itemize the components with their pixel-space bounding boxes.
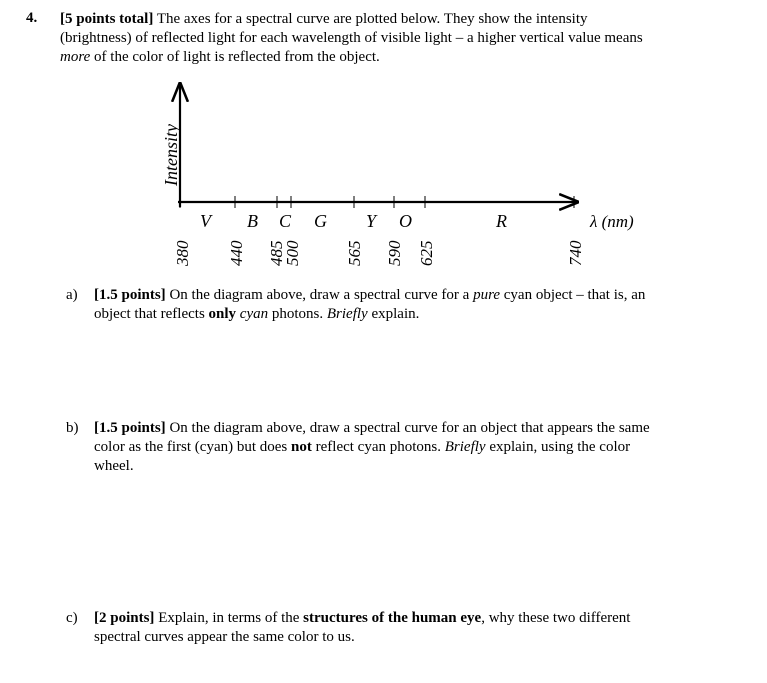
part-a-label: a) bbox=[66, 287, 78, 303]
part-a-text: cyan object – that is, an bbox=[500, 287, 646, 303]
part-c-text: Explain, in terms of the bbox=[154, 610, 304, 626]
band-label-violet: V bbox=[200, 211, 211, 231]
part-c-text: spectral curves appear the same color to us. bbox=[94, 629, 355, 645]
tick-label-440: 440 bbox=[227, 240, 246, 266]
part-a-text: On the diagram above, draw a spectral curve for a bbox=[165, 287, 474, 303]
part-b-text: On the diagram above, draw a spectral curve for an object that appears the same bbox=[165, 420, 650, 436]
part-b-bold: not bbox=[291, 439, 312, 455]
intro-emphasis-more: more bbox=[60, 49, 91, 65]
intro-text-1: The axes for a spectral curve are plotted below. They show the intensity bbox=[153, 11, 588, 27]
part-c-label: c) bbox=[66, 610, 78, 626]
part-b-text: wheel. bbox=[94, 458, 134, 474]
question-number: 4. bbox=[26, 10, 38, 26]
part-a-text: explain. bbox=[367, 306, 420, 322]
part-c-points: [2 points] bbox=[94, 610, 155, 626]
part-a-emphasis: cyan bbox=[239, 306, 269, 322]
part-a bbox=[66, 286, 726, 324]
band-label-green: G bbox=[314, 211, 327, 231]
part-a-text: object that reflects bbox=[94, 306, 209, 322]
part-a-text: photons. bbox=[268, 306, 327, 322]
band-label-yellow: Y bbox=[366, 211, 377, 231]
tick-label-625: 625 bbox=[417, 240, 436, 266]
tick-label-590: 590 bbox=[385, 240, 404, 266]
part-c bbox=[66, 609, 726, 647]
color-band-labels bbox=[200, 211, 507, 231]
part-b bbox=[66, 419, 726, 476]
part-a-emphasis: Briefly bbox=[326, 306, 368, 322]
part-b-points: [1.5 points] bbox=[94, 420, 166, 436]
band-label-orange: O bbox=[399, 211, 412, 231]
part-b-text: explain, using the color bbox=[485, 439, 631, 455]
part-a-bold: only bbox=[208, 306, 237, 322]
tick-label-740: 740 bbox=[566, 240, 585, 266]
x-axis-label: λ (nm) bbox=[590, 212, 634, 231]
part-b-text: color as the first (cyan) but does bbox=[94, 439, 292, 455]
tick-label-500: 500 bbox=[283, 240, 302, 266]
band-label-blue: B bbox=[247, 211, 258, 231]
part-b-label: b) bbox=[66, 420, 79, 436]
part-c-text: , why these two different bbox=[481, 610, 631, 626]
part-b-text: reflect cyan photons. bbox=[311, 439, 445, 455]
intro-text-3: of the color of light is reflected from the object. bbox=[90, 49, 380, 65]
part-a-points: [1.5 points] bbox=[94, 287, 166, 303]
tick-label-565: 565 bbox=[345, 240, 364, 266]
tick-label-380: 380 bbox=[173, 240, 192, 266]
band-label-cyan: C bbox=[279, 211, 292, 231]
band-label-red: R bbox=[496, 211, 507, 231]
part-c-bold: structures of the human eye bbox=[303, 610, 482, 626]
tick-labels bbox=[173, 240, 585, 267]
tick-label-485: 485 bbox=[267, 240, 286, 266]
part-b-emphasis: Briefly bbox=[444, 439, 486, 455]
question-points: [5 points total] bbox=[60, 11, 154, 27]
y-axis-label: Intensity bbox=[161, 124, 181, 186]
part-a-emphasis: pure bbox=[473, 287, 501, 303]
intro-text-2: (brightness) of reflected light for each wavelength of visible light – a higher vertical value means bbox=[60, 30, 643, 46]
